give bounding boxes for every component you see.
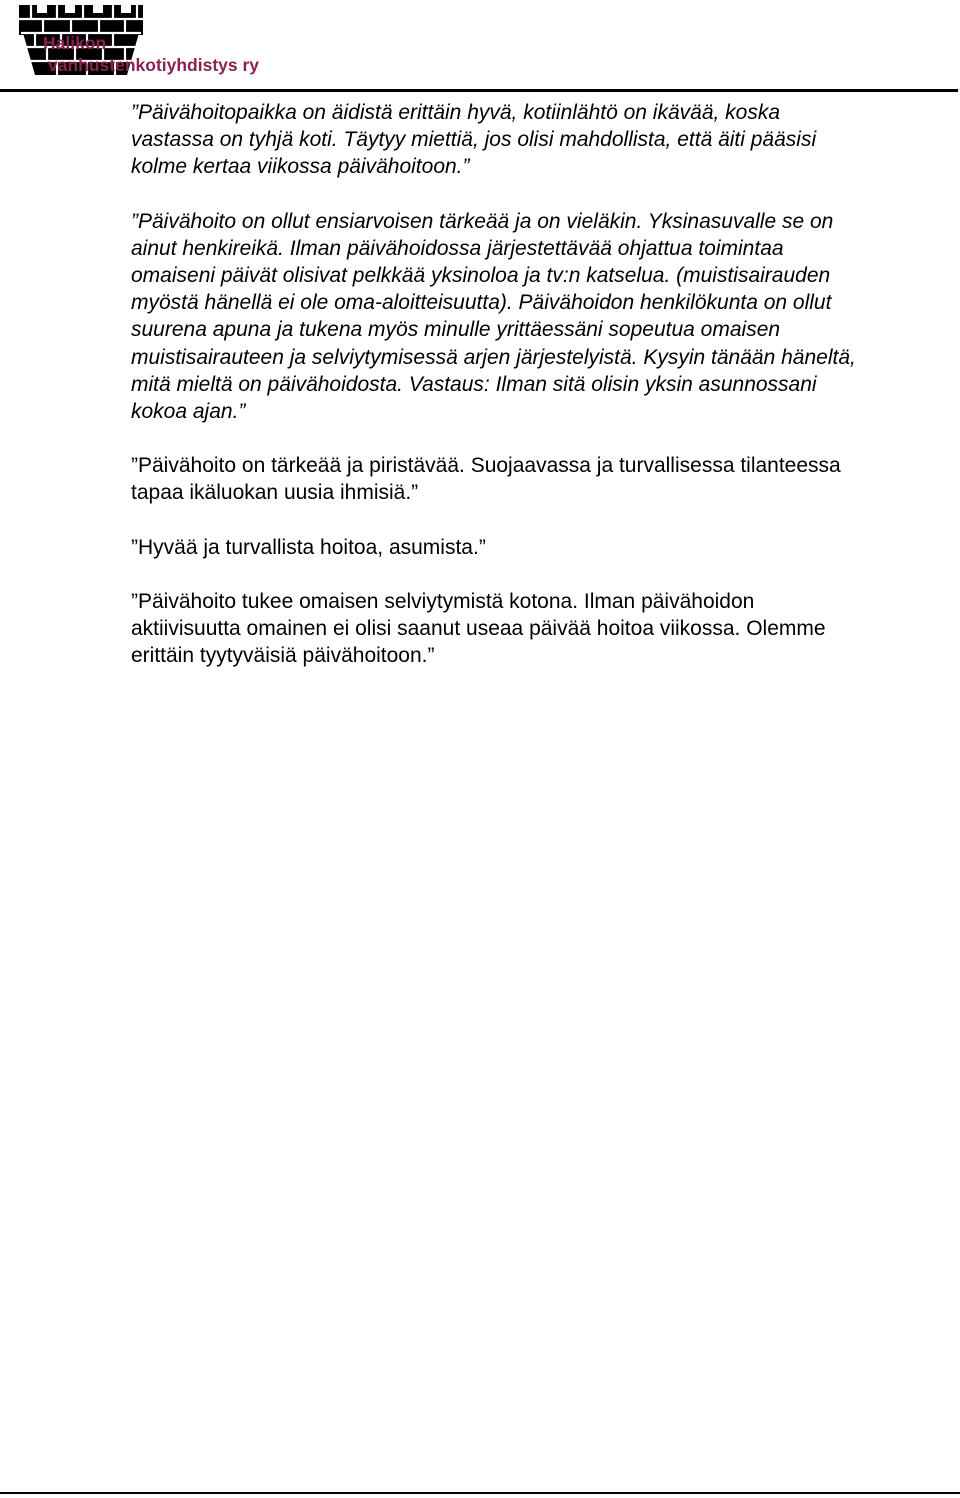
quote-paragraph: ”Päivähoitopaikka on äidistä erittäin hyvä, kotiinlähtö on ikävää, koska vastassa on tyhjä koti. Täytyy miettiä, jos olisi mahdollista, että äiti pääsisi kolme kertaa viikossa päivähoitoon.” (131, 101, 817, 179)
org-name-line2: vanhustenkotiyhdistys ry (48, 55, 260, 75)
quote-paragraph: ”Päivähoito tukee omaisen selviytymistä kotona. Ilman päivähoidon aktiivisuutta omainen ei olisi saanut useaa päivää hoitoa viikossa. Olemme erittäin tyytyväisiä päivähoitoon.” (131, 589, 826, 668)
quote-paragraph: ”Päivähoito on ollut ensiarvoisen tärkeää ja on vieläkin. Yksinasuvalle se on ainut henkireikä. Ilman päivähoidossa järjestettävää ohjattua toimintaa omaiseni päivät olisivat pelkkää yksinoloa ja tv:n katselua. (muistisairauden myöstä hänellä ei ole oma-aloitteisuutta). Päivähoidon henkilökunta on ollut suurena apuna ja tukena myös minulle yrittäessäni sopeutua omaisen muistisairauteen ja selviytymisessä arjen järjestelyistä. Kysyin tänään häneltä, mitä mieltä on päivähoidosta. Vastaus: Ilman sitä olisin yksin asunnossani kokoa ajan.” (131, 209, 856, 424)
header-divider (0, 89, 958, 92)
quote-paragraph: ”Hyvää ja turvallista hoitoa, asumista.” (131, 535, 486, 559)
quotes-section (131, 99, 946, 696)
page-header (0, 0, 960, 94)
quote-paragraph: ”Päivähoito on tärkeää ja piristävää. Suojaavassa ja turvallisessa tilanteessa tapaa ikäluokan uusia ihmisiä.” (131, 454, 841, 505)
org-name-line1: Halikon (43, 33, 107, 53)
footer-divider (0, 1492, 960, 1494)
